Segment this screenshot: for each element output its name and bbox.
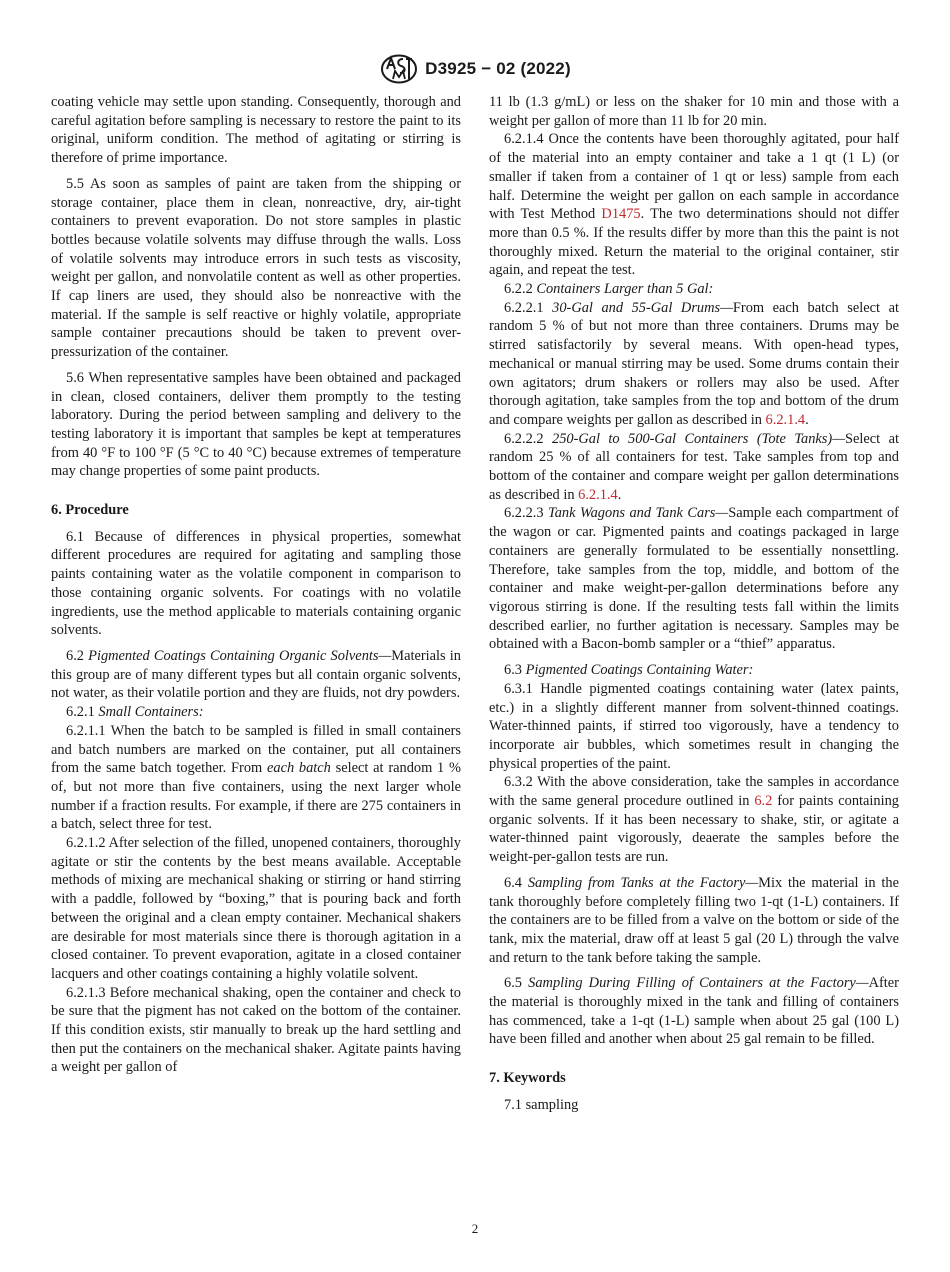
period: . xyxy=(617,486,622,503)
right-column xyxy=(489,93,899,1115)
section-heading-keywords: 7. Keywords xyxy=(489,1070,566,1087)
clause-text: Select at random 25 % of all containers for test. Take samples from top and bottom of the container and compare weight per gallon determinations as described in xyxy=(489,430,899,503)
reference-link-6-2[interactable]: 6.2 xyxy=(754,793,773,810)
paragraph-6-2 xyxy=(51,647,461,703)
clause-number: 6.2.2.3 xyxy=(504,505,544,522)
section-heading-procedure: 6. Procedure xyxy=(51,502,129,519)
clause-title: Sampling from Tanks at the Factory— xyxy=(527,874,759,891)
paragraph-6-2-1 xyxy=(51,703,461,722)
paragraph-5-5: 5.5 As soon as samples of paint are taken from the shipping or storage container, place them in clean, nonreactive, dry, air-tight containers to prevent evaporation. Do not store samples in plastic bottles because volatile solvents may diffuse through the walls. Loss of volatile solvents may introduce errors in such tests as viscosity, weight per gallon, and nonvolatile content as well as other properties. If cap liners are used, they should also be nonreactive with the material. If the sample is self reactive or highly volatile, appropriate sample container precautions should be taken to prevent over-pressurization of the container. xyxy=(51,175,461,361)
clause-text: . The two determinations should not differ more than 0.5 %. If the results differ by more than this the paint is not thoroughly mixed. Return the material to the original container, stir again, and repeat the test. xyxy=(489,206,899,279)
clause-title: Pigmented Coatings Containing Organic Solvents— xyxy=(88,647,392,664)
clause-text: Mix the material in the tank thoroughly before completely filling two 1-qt (1-L) containers. If the containers are to be filled from a valve on the bottom or side of the tank, mix the material, draw off at least 5 gal (20 L) through the valve and return to the tank before taking the sample. xyxy=(489,874,899,966)
clause-text: select at random 1 % of, but not more than five containers, using the next larger whole number if a fraction results. For example, if there are 275 containers in a batch, select three for test. xyxy=(51,760,461,833)
clause-number: 6.2 xyxy=(66,647,84,664)
paragraph-continued: 11 lb (1.3 g/mL) or less on the shaker for 10 min and those with a weight per gallon of more than 11 lb for 20 min. xyxy=(489,94,899,129)
clause-title: Sampling During Filling of Containers at the Factory— xyxy=(528,975,869,992)
paragraph-6-2-2-1 xyxy=(489,299,899,430)
page-header xyxy=(0,52,950,86)
paragraph-7-1: 7.1 sampling xyxy=(504,1096,579,1113)
clause-text: From each batch select at random 5 % of but not more than three containers. Drums may be stirred satisfactorily by several means. With open-head types, mechanical or manual stirring may be used. Some drums contain their own agitators; drum shakers or rollers may also be used. After thorough agitation, take samples from the top and bottom of the drum and compare weights per gallon as described in xyxy=(489,299,899,428)
document-designation: D3925 − 02 (2022) xyxy=(425,59,571,78)
paragraph-6-5 xyxy=(489,974,899,1049)
paragraph-6-2-1-4 xyxy=(489,130,899,280)
clause-number: 6.3 xyxy=(504,662,522,679)
clause-text: 6.3.2 With the above consideration, take the samples in accordance with the same general procedure outlined in xyxy=(489,774,899,810)
clause-number: 6.5 xyxy=(504,975,522,992)
astm-logo-icon xyxy=(379,54,419,84)
clause-text: 6.2.1.4 Once the contents have been thoroughly agitated, pour half of the material into an empty container and take a 1 qt (1 L) (or smaller if taken from a container of 1 qt or less) sample from each half. Determine the weight per gallon on each sample in accordance with Test Method xyxy=(489,131,899,223)
paragraph-6-2-1-3: 6.2.1.3 Before mechanical shaking, open the container and check to be sure that the pigment has not caked on the bottom of the container. If this condition exists, stir manually to break up the hard settling and then put the containers on the mechanical shaker. Agitate paints having a weight per gallon of xyxy=(51,984,461,1076)
clause-number: 6.2.2.2 xyxy=(504,430,544,447)
period: . xyxy=(805,411,809,428)
clause-title: Tank Wagons and Tank Cars— xyxy=(548,505,729,522)
clause-text: 6.2.1.1 When the batch to be sampled is filled in small containers and batch numbers are marked on the container, put all containers from the same batch together. From xyxy=(51,722,461,777)
clause-number: 6.2.2 xyxy=(504,281,533,298)
clause-text: for paints containing organic solvents. If it has been necessary to shake, stir, or agitate a water-thinned paint vigorously, deaerate the samples before the weight-per-gallon tests are run. xyxy=(489,793,899,866)
left-column xyxy=(51,93,461,1077)
clause-title: Containers Larger than 5 Gal: xyxy=(536,281,714,298)
paragraph-5-6: 5.6 When representative samples have been obtained and packaged in clean, closed containers, deliver them promptly to the testing laboratory. During the period between sampling and delivery to the testing laboratory it is important that samples be kept at temperatures from 40 °F to 100 °F (5 °C to 40 °C) because extremes of temperature may change properties of some paint products. xyxy=(51,369,461,480)
clause-text: Sample each compartment of the wagon or car. Pigmented paints and coatings packaged in large containers are generally formulated to be essentially nonsettling. Therefore, take samples from the top, middle, and bottom of the container and make weight-per-gallon determinations before any vigorous stirring is done. If the resulting tests fall within the limits described earlier, no further agitation is necessary. Samples may be obtained with a Bacon-bomb sampler or a “thief” apparatus. xyxy=(489,505,899,653)
clause-title: 30-Gal and 55-Gal Drums— xyxy=(552,299,733,316)
reference-link-6-2-1-4[interactable]: 6.2.1.4 xyxy=(578,486,618,503)
paragraph-6-2-2-2 xyxy=(489,430,899,505)
paragraph-continued: coating vehicle may settle upon standing. Consequently, thorough and careful agitation before sampling is necessary to restore the paint to its original, uniform condition. The method of agitating or stirring is therefore of prime importance. xyxy=(51,94,461,167)
paragraph-6-3-1: 6.3.1 Handle pigmented coatings containing water (latex paints, etc.) in a slightly different manner from solvent-thinned coatings. Water-thinned paints, if stirred too vigorously, have a tendency to incorporate air bubbles, which sometimes result in changing the physical properties of the paint. xyxy=(489,680,899,772)
reference-link-d1475[interactable]: D1475 xyxy=(601,206,641,223)
paragraph-6-3-2 xyxy=(489,773,899,867)
clause-text: Materials in this group are of many different types but all contain organic solvents, not water, as their volatile portion and they are fluids, not dry powders. xyxy=(51,647,461,702)
clause-title: Small Containers: xyxy=(98,704,204,721)
clause-title: 250-Gal to 500-Gal Containers (Tote Tanks)— xyxy=(552,430,845,447)
paragraph-6-2-1-2: 6.2.1.2 After selection of the filled, unopened containers, thoroughly agitate or stir the contents by the best means available. Acceptable methods of mixing are mechanical shaking or stirring or hand stirring with a paddle, followed by “boxing,” that is pouring back and forth between the original and a clean empty container. Mechanical shakers are desirable for most materials since there is thorough agitation in a closed container. To prevent evaporation, agitate in a closed container lacquers and other coatings containing a highly volatile solvent. xyxy=(51,835,461,982)
paragraph-6-2-1-1 xyxy=(51,722,461,834)
clause-number: 6.2.2.1 xyxy=(504,299,544,316)
paragraph-6-2-2 xyxy=(489,280,899,299)
paragraph-6-2-2-3 xyxy=(489,504,899,654)
paragraph-6-1: 6.1 Because of differences in physical properties, somewhat different procedures are required for agitating and sampling those paints containing water as the volatile component in comparison to those containing organic solvents. For coatings with no volatile ingredients, use the method applicable to materials containing organic solvents. xyxy=(51,528,461,639)
clause-text: After the material is thoroughly mixed in the tank and filling of containers has commenced, take a 1-qt (1-L) sample when about 25 gal (100 L) have been filled and another when about 25 gal remain to be filled. xyxy=(489,975,899,1048)
paragraph-6-3 xyxy=(489,661,899,680)
paragraph-6-4 xyxy=(489,874,899,968)
clause-number: 6.4 xyxy=(504,874,522,891)
clause-number: 6.2.1 xyxy=(66,704,95,721)
clause-title: Pigmented Coatings Containing Water: xyxy=(525,662,754,679)
page-number: 2 xyxy=(471,1221,479,1236)
reference-link-6-2-1-4[interactable]: 6.2.1.4 xyxy=(765,411,806,428)
emphasis-text: each batch xyxy=(266,760,331,777)
